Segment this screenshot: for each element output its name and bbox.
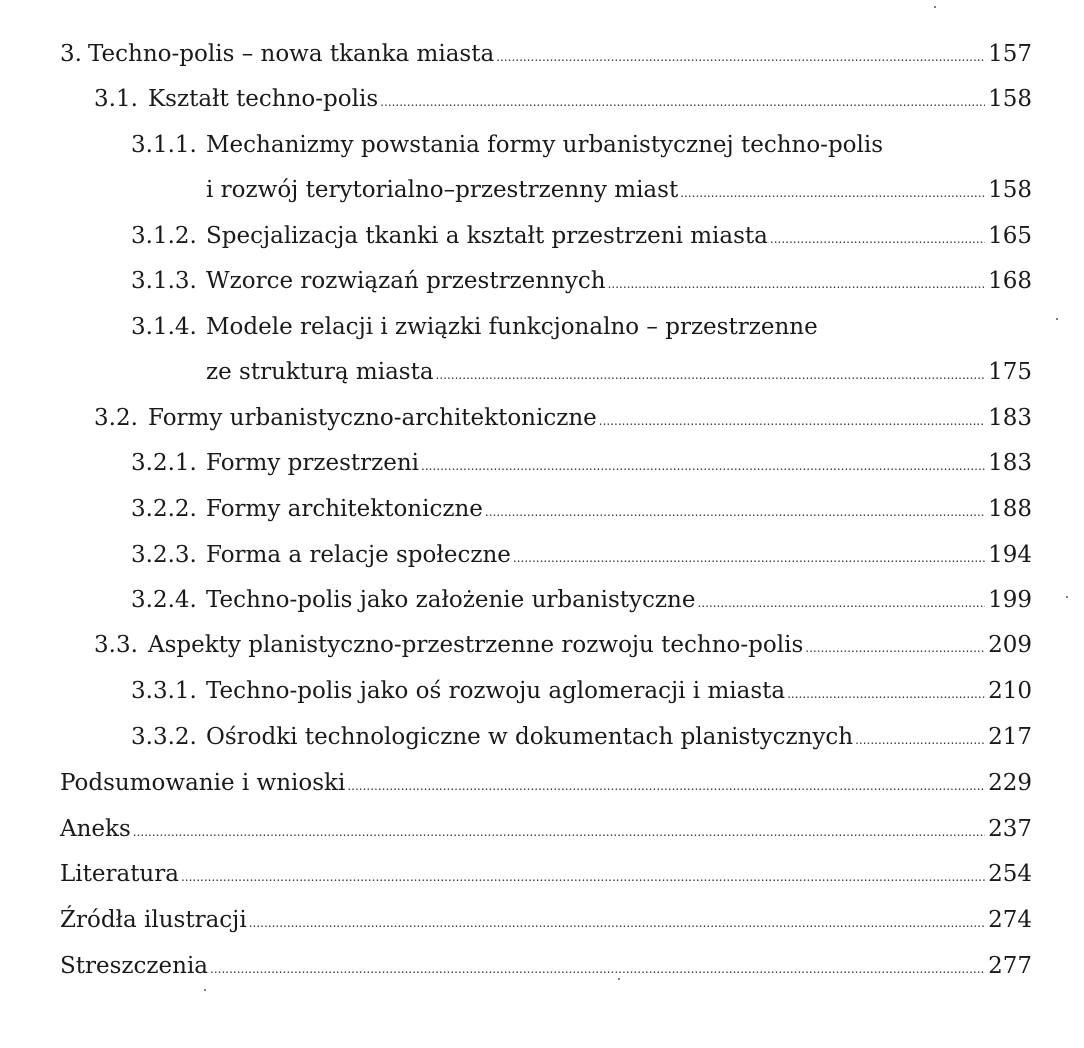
toc-entry-page: 175 [988,359,1032,385]
toc-entry[interactable] [0,258,1084,304]
toc-entry-page: 209 [988,632,1032,658]
toc-entry-number: 3.2.4. [131,587,197,613]
dot-leader [513,552,985,564]
toc-entry[interactable] [0,440,1084,486]
toc-entry-number: 3.1.1. [131,132,197,158]
toc-entry-title: Modele relacji i związki funkcjonalno – przestrzenne [206,314,818,340]
scan-speck [204,989,206,991]
toc-entry-title: Formy architektoniczne [206,496,483,522]
toc-entry-number: 3.1. [94,86,138,112]
toc-entry-number: 3.1.2. [131,223,197,249]
toc-entry[interactable] [0,806,1084,852]
toc-entry-page: 274 [988,907,1032,933]
toc-entry-number: 3.1.3. [131,268,197,294]
dot-leader [697,597,985,609]
toc-entry-title: Ośrodki technologiczne w dokumentach planistycznych [206,724,854,750]
toc-entry[interactable] [0,668,1084,714]
toc-entry-title: Techno-polis jako założenie urbanistyczne [206,587,696,613]
toc-entry[interactable] [0,76,1084,122]
toc-entry[interactable] [0,122,1084,168]
dot-leader [805,642,985,654]
toc-entry-page: 183 [988,450,1032,476]
scan-speck [1066,596,1068,598]
toc-entry-page: 277 [988,953,1032,979]
toc-entry-page: 183 [988,405,1032,431]
toc-entry[interactable] [0,714,1084,760]
toc-entry-title: Formy urbanistyczno-architektoniczne [148,405,597,431]
dot-leader [787,688,985,700]
toc-entry-title: Wzorce rozwiązań przestrzennych [206,268,606,294]
toc-entry[interactable] [0,897,1084,943]
toc-entry-continuation[interactable] [0,349,1084,395]
toc-entry-title: Podsumowanie i wnioski [60,770,346,796]
scan-speck [1056,318,1058,320]
toc-entry[interactable] [0,486,1084,532]
toc-entry[interactable] [0,532,1084,578]
toc-entry-page: 237 [988,816,1032,842]
toc-entry[interactable] [0,31,1084,77]
dot-leader [380,96,985,108]
toc-entry[interactable] [0,395,1084,441]
toc-entry-page: 229 [988,770,1032,796]
toc-entry-page: 157 [988,41,1032,67]
dot-leader [680,187,985,199]
toc-entry-title: Techno-polis jako oś rozwoju aglomeracji i miasta [206,678,786,704]
toc-entry-page: 158 [988,86,1032,112]
toc-entry-title: i rozwój terytorialno–przestrzenny miast [206,177,679,203]
toc-entry-title: Aneks [60,816,131,842]
toc-entry[interactable] [0,760,1084,806]
toc-entry-number: 3.3.2. [131,724,197,750]
toc-entry[interactable] [0,213,1084,259]
scan-speck [618,978,620,980]
toc-entry-page: 158 [988,177,1032,203]
toc-entry-number: 3.2.2. [131,496,197,522]
toc-entry-page: 168 [988,268,1032,294]
toc-entry-page: 199 [988,587,1032,613]
dot-leader [855,734,985,746]
dot-leader [133,826,985,838]
toc-entry-title: Techno-polis – nowa tkanka miasta [88,41,495,67]
dot-leader [249,917,985,929]
toc-entry-title: Specjalizacja tkanki a kształt przestrzeni miasta [206,223,768,249]
dot-leader [210,963,985,975]
toc-entry-page: 188 [988,496,1032,522]
toc-entry-title: Forma a relacje społeczne [206,542,511,568]
toc-entry[interactable] [0,851,1084,897]
toc-entry-page: 217 [988,724,1032,750]
toc-entry-number: 3.2. [94,405,138,431]
toc-entry-page: 165 [988,223,1032,249]
toc-entry-title: Mechanizmy powstania formy urbanistycznej techno-polis [206,132,884,158]
toc-entry[interactable] [0,304,1084,350]
toc-entry-number: 3.1.4. [131,314,197,340]
toc-entry-continuation[interactable] [0,167,1084,213]
toc-entry-number: 3.2.1. [131,450,197,476]
toc-entry-page: 254 [988,861,1032,887]
toc-entry-title: Literatura [60,861,179,887]
dot-leader [421,460,985,472]
toc-entry-title: Formy przestrzeni [206,450,420,476]
toc-entry-number: 3.3. [94,632,138,658]
dot-leader [485,506,985,518]
toc-entry-title: Aspekty planistyczno-przestrzenne rozwoju techno-polis [148,632,804,658]
toc-entry-title: Kształt techno-polis [148,86,379,112]
toc-entry-page: 194 [988,542,1032,568]
dot-leader [496,51,985,63]
dot-leader [608,278,985,290]
toc-entry-number: 3.2.3. [131,542,197,568]
dot-leader [770,233,985,245]
toc-entry-page: 210 [988,678,1032,704]
toc-entry-title: Źródła ilustracji [60,907,247,933]
toc-entry[interactable] [0,622,1084,668]
scan-speck [934,6,936,8]
toc-entry-number: 3.3.1. [131,678,197,704]
dot-leader [347,780,985,792]
toc-entry[interactable] [0,577,1084,623]
toc-entry[interactable] [0,943,1084,989]
dot-leader [436,369,986,381]
toc-entry-title: ze strukturą miasta [206,359,434,385]
dot-leader [181,871,985,883]
dot-leader [599,415,985,427]
toc-entry-number: 3. [60,41,82,67]
toc-entry-title: Streszczenia [60,953,209,979]
